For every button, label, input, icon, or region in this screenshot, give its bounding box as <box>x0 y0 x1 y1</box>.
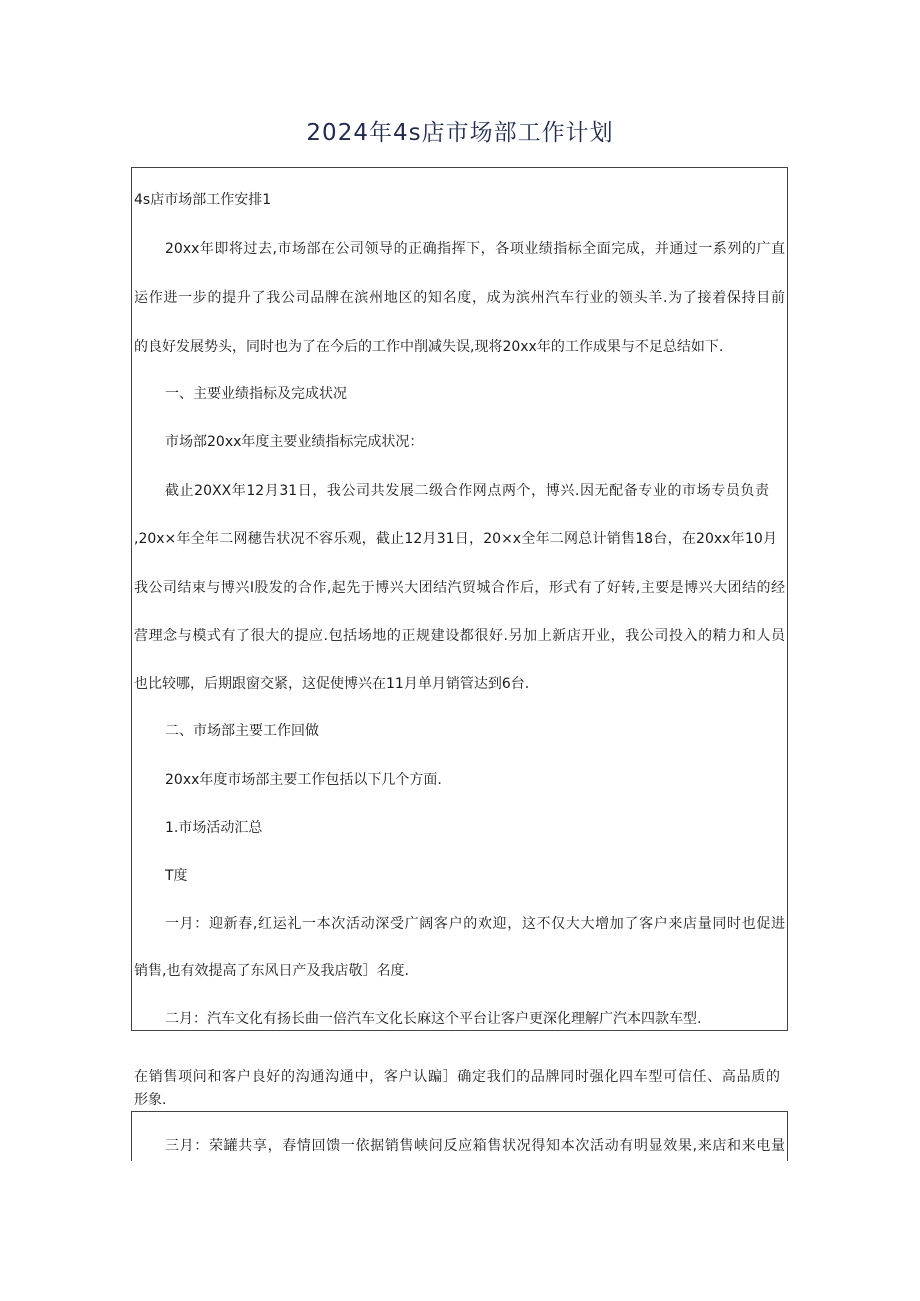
list-item: 1.市场活动汇总 <box>165 820 263 836</box>
paragraph-line: 截止20XX年12月31日，我公司共发展二级合作网点两个，博兴.因无配备专业的市场专员负责 <box>165 483 769 499</box>
subheading: 一、主要业绩指标及完成状况 <box>165 386 347 402</box>
paragraph-line: 在销售项问和客户良好的沟通沟通中，客户认蹁］确定我们的品牌同时强化四车型可信任、高品质的 <box>134 1069 780 1085</box>
paragraph-line: 一月：迎新春,红运礼一本次活动深受广阔客户的欢迎，这不仅大大增加了客户来店量同时也促进 <box>165 916 785 932</box>
paragraph-line: 也比较哪，后期跟窗交紧，这促使博兴在11月单月销管达到6台. <box>134 676 530 692</box>
paragraph-line: 营理念与模式有了很大的提应.包括场地的正规建设都很好.另加上新店开业，我公司投入的精力和人员 <box>134 628 785 644</box>
paragraph-line: 市场部20xx年度主要业绩指标完成状况： <box>165 434 424 450</box>
paragraph-line: 20xx年即将过去,市场部在公司领导的正确指挥下，各项业绩指标全面完成，并通过一系列的广直 <box>165 241 785 257</box>
paragraph-line: 20xx年度市场部主要工作包括以下几个方面. <box>165 772 442 788</box>
paragraph-line: 的良好发展势头，同时也为了在今后的工作中削减失误,现将20xx年的工作成果与不足总结如下. <box>134 339 724 355</box>
paragraph-line: 二月：汽车文化有扬长曲一倍汽车文化长麻这个平台让客户更深化理解广汽本四款车型. <box>165 1011 702 1027</box>
document-title: 2024年4s店市场部工作计划 <box>306 120 614 146</box>
paragraph-line: ,20x×年全年二网穗告状况不容乐观，截止12月31日，20×x全年二网总计销售18台，在20xx年10月 <box>134 531 777 547</box>
paragraph-line: 销售,也有效提高了东风日产及我店敬］名度. <box>134 963 409 979</box>
subheading: 二、市场部主要工作回做 <box>165 723 319 739</box>
section-heading: 4s店市场部工作安排1 <box>134 192 272 208</box>
paragraph-line: 形象. <box>134 1092 167 1108</box>
paragraph-line: T度 <box>165 868 188 884</box>
paragraph-line: 运作进一步的提升了我公司品牌在滨州地区的知名度，成为滨州汽车行业的领头羊.为了接着保持目前 <box>134 290 785 306</box>
paragraph-line: 我公司结束与博兴I股发的合作,起先于博兴大团结汽贸城合作后，形式有了好转,主要是博兴大团结的经 <box>134 580 785 596</box>
paragraph-line: 三月：荣罐共享，春情回馈一依据销售峡问反应箱售状况得知本次活动有明显效果,来店和来电量 <box>165 1138 785 1154</box>
